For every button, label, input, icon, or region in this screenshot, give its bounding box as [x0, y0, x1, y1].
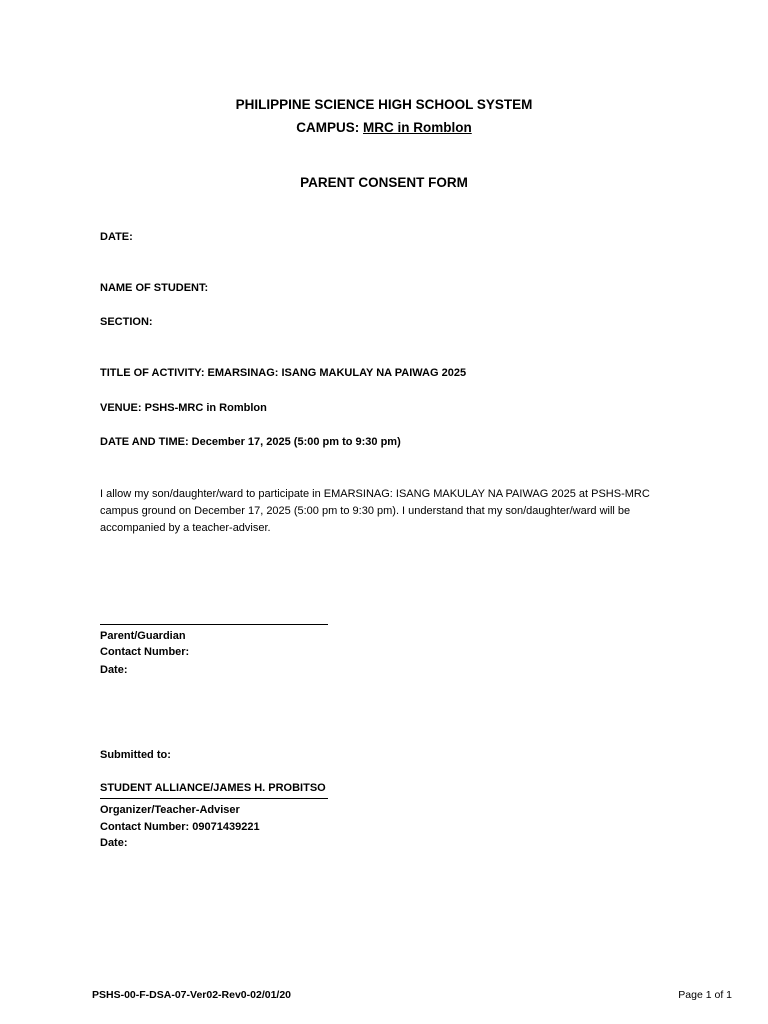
adviser-date-label: Date:: [100, 837, 128, 849]
form-title: PARENT CONSENT FORM: [300, 175, 468, 190]
page-number: Page 1 of 1: [678, 989, 732, 1001]
form-code: PSHS-00-F-DSA-07-Ver02-Rev0-02/01/20: [92, 989, 292, 1001]
adviser-role: Organizer/Teacher-Adviser: [100, 804, 240, 816]
submitted-to-label: Submitted to:: [100, 749, 171, 761]
consent-statement: I allow my son/daughter/ward to participate in EMARSINAG: ISANG MAKULAY NA PAIWAG 2025 at PSHS-MRC campus ground on December 17, 2025 (5:00 pm to 9:30 pm). I understand that my son/daughter/ward will be accompanied by a teacher-adviser.: [100, 488, 650, 534]
venue: VENUE: PSHS-MRC in Romblon: [100, 402, 267, 414]
activity-title: TITLE OF ACTIVITY: EMARSINAG: ISANG MAKULAY NA PAIWAG 2025: [100, 367, 467, 379]
adviser-contact: Contact Number: 09071439221: [100, 821, 260, 833]
adviser-name: STUDENT ALLIANCE/JAMES H. PROBITSO: [100, 782, 326, 794]
date-field-label: DATE:: [100, 231, 133, 243]
section-label: SECTION:: [100, 316, 153, 328]
school-system-title: PHILIPPINE SCIENCE HIGH SCHOOL SYSTEM: [235, 97, 533, 112]
parent-signature-line: [100, 624, 328, 625]
student-name-label: NAME OF STUDENT:: [100, 282, 209, 294]
parent-contact-label: Contact Number:: [100, 646, 190, 658]
campus-name: MRC in Romblon: [363, 120, 472, 135]
campus-label: CAMPUS:: [296, 120, 363, 135]
parent-guardian-label: Parent/Guardian: [100, 630, 186, 642]
campus-line: [0, 120, 768, 135]
date-and-time: DATE AND TIME: December 17, 2025 (5:00 pm to 9:30 pm): [100, 436, 401, 448]
parent-date-label: Date:: [100, 664, 128, 676]
adviser-signature-line: [100, 798, 328, 799]
